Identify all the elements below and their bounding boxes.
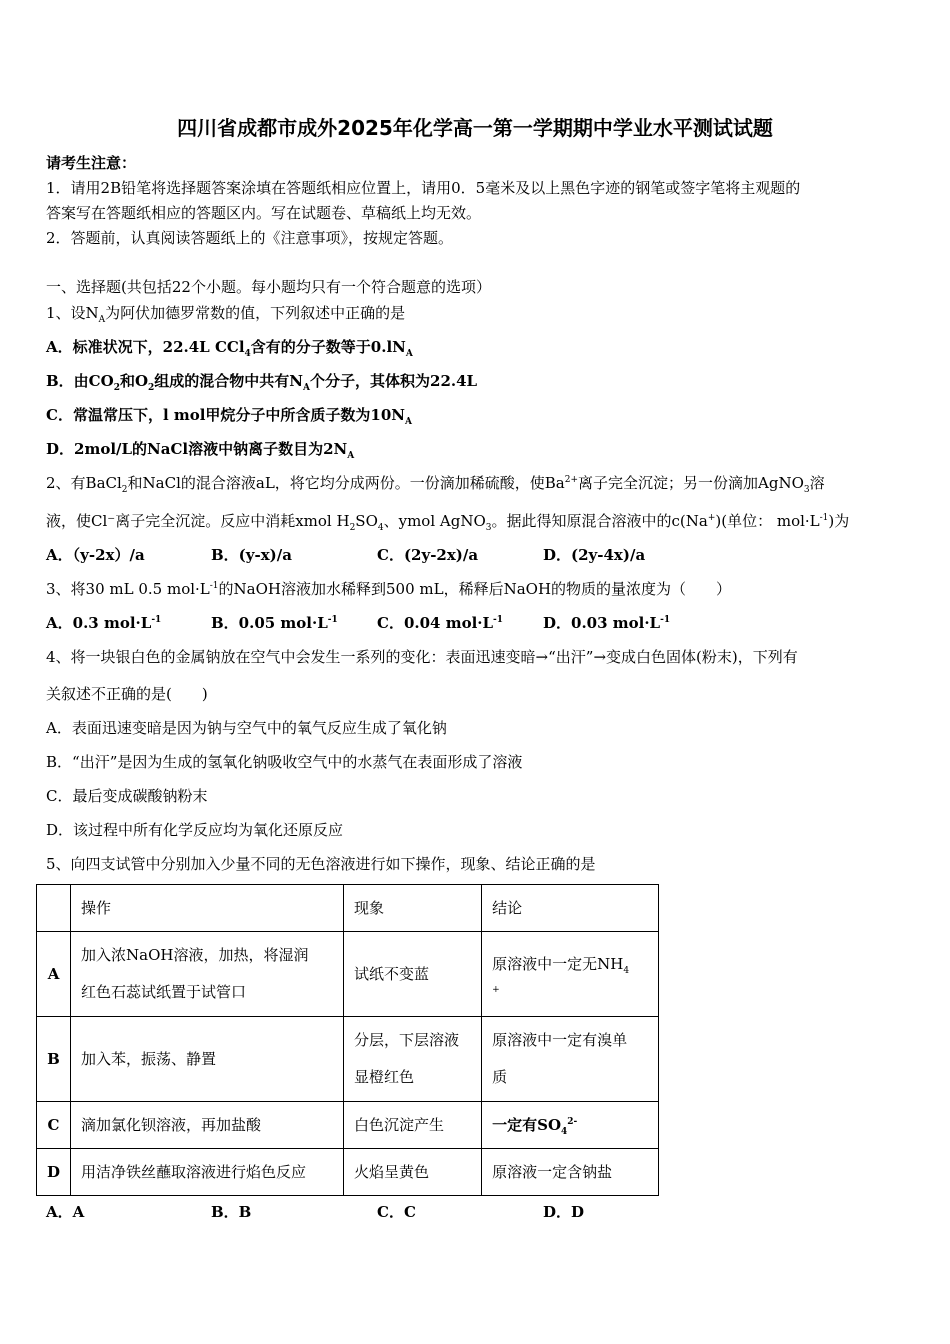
q4-option-c: C．最后变成碳酸钠粉末 [46, 787, 208, 805]
notice-line-1b: 答案写在答题纸相应的答题区内。写在试题卷、草稿纸上均无效。 [46, 204, 482, 222]
row-operation: 滴加氯化钡溶液，再加盐酸 [71, 1102, 344, 1149]
q3-stem: 3、将30 mL 0.5 $mol\cdot L^{-1}$的NaOH溶液加水稀释到500 mL，稀释后NaOH的物质的量浓度为（ ） [46, 580, 732, 598]
row-label: C [37, 1102, 71, 1149]
row-conclusion: 原溶液中一定有溴单 质 [482, 1017, 659, 1102]
row-conclusion: 原溶液一定含钠盐 [482, 1149, 659, 1196]
q3-option-d: D．0.03 $mol\cdot L^{-1}$ [543, 614, 671, 632]
q4-option-d: D．该过程中所有化学反应均为氧化还原反应 [46, 821, 344, 839]
q1-stem: 1、设$N_A$为阿伏加德罗常数的值，下列叙述中正确的是 [46, 304, 406, 325]
notice-line-1a: 1．请用2B铅笔将选择题答案涂填在答题纸相应位置上，请用0．5毫米及以上黑色字迹的钢笔或签字笔将主观题的 [46, 179, 801, 197]
row-phenomenon: 分层，下层溶液 显橙红色 [343, 1017, 481, 1102]
table-row [37, 932, 659, 1017]
table-header-conclusion: 结论 [482, 885, 659, 932]
table-header-phenomenon: 现象 [343, 885, 481, 932]
q3-option-a: A．0.3 $mol\cdot L^{-1}$ [46, 614, 162, 632]
q5-option-c: C．C [377, 1203, 416, 1221]
q4-stem-line-1: 4、将一块银白色的金属钠放在空气中会发生一系列的变化：表面迅速变暗→“出汗”→变成白色固体(粉末)，下列有 [46, 648, 798, 666]
q4-stem-line-2: 关叙述不正确的是( ) [46, 685, 208, 703]
q2-option-c: C．(2y-2x)/a [377, 546, 479, 564]
row-operation: 用洁净铁丝蘸取溶液进行焰色反应 [71, 1149, 344, 1196]
table-header-row [37, 885, 659, 932]
page-title: 四川省成都市成外2025年化学高一第一学期期中学业水平测试试题 [177, 116, 773, 140]
row-phenomenon: 白色沉淀产生 [343, 1102, 481, 1149]
table-header-operation: 操作 [71, 885, 344, 932]
q4-option-b: B．“出汗”是因为生成的氢氧化钠吸收空气中的水蒸气在表面形成了溶液 [46, 753, 523, 771]
table-row [37, 1149, 659, 1196]
q5-stem: 5、向四支试管中分别加入少量不同的无色溶液进行如下操作，现象、结论正确的是 [46, 855, 596, 873]
row-conclusion: 原溶液中一定无$NH_4$ + [482, 932, 659, 1017]
q2-option-b: B．(y-x)/a [211, 546, 292, 564]
section-heading: 一、选择题(共包括22个小题。每小题均只有一个符合题意的选项） [46, 278, 491, 296]
notice-header: 请考生注意： [46, 154, 137, 172]
q2-option-d: D．(2y-4x)/a [543, 546, 646, 564]
row-label: A [37, 932, 71, 1017]
row-operation: 加入苯，振荡、静置 [71, 1017, 344, 1102]
row-operation: 加入浓NaOH溶液，加热，将湿润 红色石蕊试纸置于试管口 [71, 932, 344, 1017]
q1-option-d: D．2mol/L的NaCl溶液中钠离子数目为$2N_A$ [46, 440, 355, 461]
q2-option-a: A．（y-2x）/a [46, 546, 145, 564]
q5-table [36, 884, 659, 1196]
table-row [37, 1102, 659, 1149]
q5-option-d: D．D [543, 1203, 585, 1221]
q5-option-a: A．A [46, 1203, 85, 1221]
notice-line-2: 2．答题前，认真阅读答题纸上的《注意事项》，按规定答题。 [46, 229, 454, 247]
table-header-label-cell [37, 885, 71, 932]
q3-option-b: B．0.05 $mol\cdot L^{-1}$ [211, 614, 338, 632]
row-label: B [37, 1017, 71, 1102]
q5-option-b: B．B [211, 1203, 252, 1221]
row-phenomenon: 火焰呈黄色 [343, 1149, 481, 1196]
q4-option-a: A．表面迅速变暗是因为钠与空气中的氧气反应生成了氧化钠 [46, 719, 447, 737]
table-row [37, 1017, 659, 1102]
q2-stem-line-2: 液，使Cl⁻离子完全沉淀。反应中消耗xmol $H_2SO_4$、ymol AgNO$_3$。据此得知原混合溶液中的c(Na+)(单位： $mol\cdot L^{-1}$)为 [46, 512, 850, 533]
q3-option-c: C．0.04 $mol\cdot L^{-1}$ [377, 614, 504, 632]
row-conclusion: 一定有$SO_4^{2-}$ [482, 1102, 659, 1149]
row-label: D [37, 1149, 71, 1196]
q1-option-c: C．常温常压下，l mol甲烷分子中所含质子数为$10N_A$ [46, 406, 413, 427]
row-phenomenon: 试纸不变蓝 [343, 932, 481, 1017]
q1-option-b: B．由$CO_2$和$O_2$组成的混合物中共有$N_A$个分子，其体积为22.4L [46, 372, 478, 393]
q1-option-a: A．标准状况下，22.4L CCl$_4$含有的分子数等于$0.lN_A$ [46, 338, 413, 359]
q2-stem-line-1: 2、有BaCl$_2$和NaCl的混合溶液aL，将它均分成两份。一份滴加稀硫酸，使$Ba^{2+}$离子完全沉淀；另一份滴加AgNO$_3$溶 [46, 474, 825, 495]
